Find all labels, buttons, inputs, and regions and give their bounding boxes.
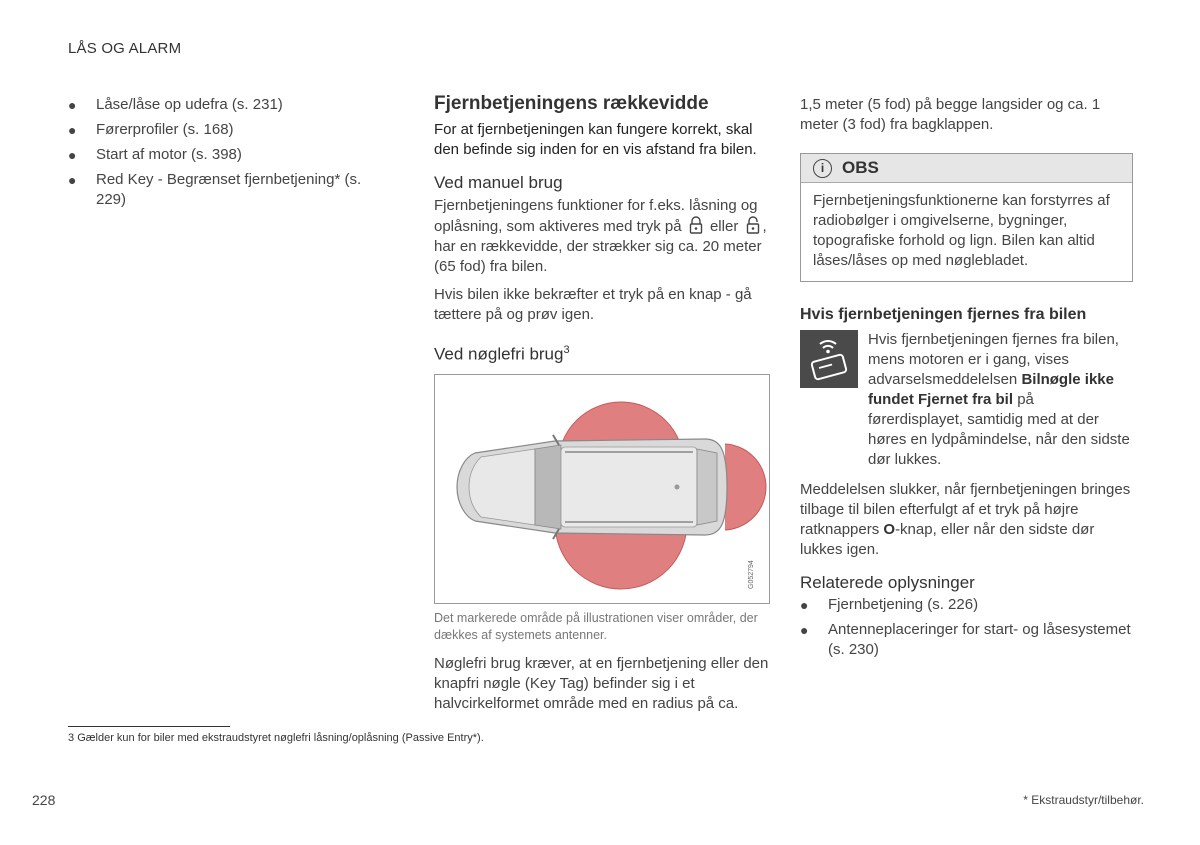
- antenna-coverage-illustration: [434, 374, 770, 604]
- intro-paragraph: For at fjernbetjeningen kan fungere korrekt, skal den befinde sig inden for en vis afstand fra bilen.: [434, 121, 757, 158]
- lock-open-icon: [746, 216, 760, 234]
- keyfob-signal-icon: [800, 330, 858, 388]
- remote-removed-block: [800, 330, 1132, 470]
- section-title: Fjernbetjeningens rækkevidde: [434, 93, 709, 114]
- info-icon: i: [813, 159, 832, 178]
- section-header: LÅS OG ALARM: [68, 40, 182, 57]
- continued-paragraph: 1,5 meter (5 fod) på begge langsider og ca. 1 meter (3 fod) fra bagklappen.: [800, 96, 1101, 133]
- list-item[interactable]: ● Førerprofiler (s. 168): [68, 121, 234, 138]
- bullet-icon: ●: [68, 97, 77, 113]
- related-links-column: [68, 95, 368, 215]
- remote-removed-heading: Hvis fjernbetjeningen fjernes fra bilen: [800, 306, 1087, 323]
- o-button-label: O: [883, 521, 896, 538]
- obs-body: Fjernbetjeningsfunktionerne kan forstyrres af radiobølger i omgivelserne, bygninger, topografiske forhold og lign. Bilen kan altid låses/låses op med nøglebladet.: [813, 192, 1110, 269]
- car-top-view: [435, 375, 769, 603]
- remote-removed-paragraph: Hvis fjernbetjeningen fjernes fra bilen, mens motoren er i gang, vises advarselsmeddelelsen Bilnøgle ikke fundet Fjernet fra bil på førerdisplayet, samtidig med at der høres en lydpåmindelse, når den sidste dør lukkes.: [868, 331, 1130, 468]
- footnote: 3 Gælder kun for biler med ekstraudstyret nøglefri låsning/oplåsning (Passive Entry*).: [68, 732, 484, 744]
- manual-use-tip: Hvis bilen ikke bekræfter et tryk på en knap - gå tættere på og prøv igen.: [434, 286, 752, 323]
- obs-header: i OBS: [801, 154, 1132, 183]
- notes-column: [800, 95, 1132, 665]
- list-item[interactable]: ● Låse/låse op udefra (s. 231): [68, 96, 283, 113]
- accessory-note: * Ekstraudstyr/tilbehør.: [1023, 793, 1144, 807]
- figure-code: G052794: [748, 559, 755, 589]
- bullet-icon: ●: [68, 172, 77, 188]
- bullet-icon: ●: [800, 597, 809, 613]
- related-info-heading: Relaterede oplysninger: [800, 573, 975, 592]
- obs-note-box: [800, 153, 1133, 282]
- bullet-icon: ●: [68, 147, 77, 163]
- message-off-paragraph: Meddelelsen slukker, når fjernbetjeningen bringes tilbage til bilen efterfulgt af et tryk på højre ratknappers O-knap, eller når den sidste dør lukkes igen.: [800, 481, 1131, 558]
- warning-message-text: Bilnøgle ikke fundet Fjernet fra bil: [868, 371, 1114, 408]
- footnote-divider: [68, 726, 230, 727]
- related-links-list: [68, 95, 368, 210]
- list-item[interactable]: ● Antenneplaceringer for start- og låsesystemet (s. 230): [800, 621, 1131, 658]
- bullet-icon: ●: [800, 622, 809, 638]
- list-item[interactable]: ● Red Key - Begrænset fjernbetjening* (s. 229): [68, 171, 362, 208]
- footnote-ref[interactable]: 3: [563, 344, 570, 356]
- lock-closed-icon: [689, 216, 703, 234]
- keyless-use-paragraph: Nøglefri brug kræver, at en fjernbetjening eller den knapfri nøgle (Key Tag) befinder sig i et halvcirkelformet område med en radius på ca.: [434, 654, 769, 712]
- list-item[interactable]: ● Start af motor (s. 398): [68, 146, 242, 163]
- manual-use-paragraph: Fjernbetjeningens funktioner for f.eks. låsning og oplåsning, som aktiveres med tryk på eller , har en rækkevidde, der strækker sig ca. 20 meter (65 fod) fra bilen.: [434, 197, 767, 275]
- list-item[interactable]: ● Fjernbetjening (s. 226): [800, 596, 979, 613]
- range-column: [434, 92, 770, 714]
- car-body: [457, 435, 727, 539]
- bullet-icon: ●: [68, 122, 77, 138]
- page-number: 228: [32, 792, 56, 808]
- figure-caption: Det markerede område på illustrationen viser områder, der dækkes af systemets antenner.: [434, 610, 758, 642]
- related-info-list: [800, 595, 1132, 660]
- manual-use-heading: Ved manuel brug: [434, 173, 563, 192]
- keyless-use-heading: Ved nøglefri brug$^3$: [434, 344, 570, 364]
